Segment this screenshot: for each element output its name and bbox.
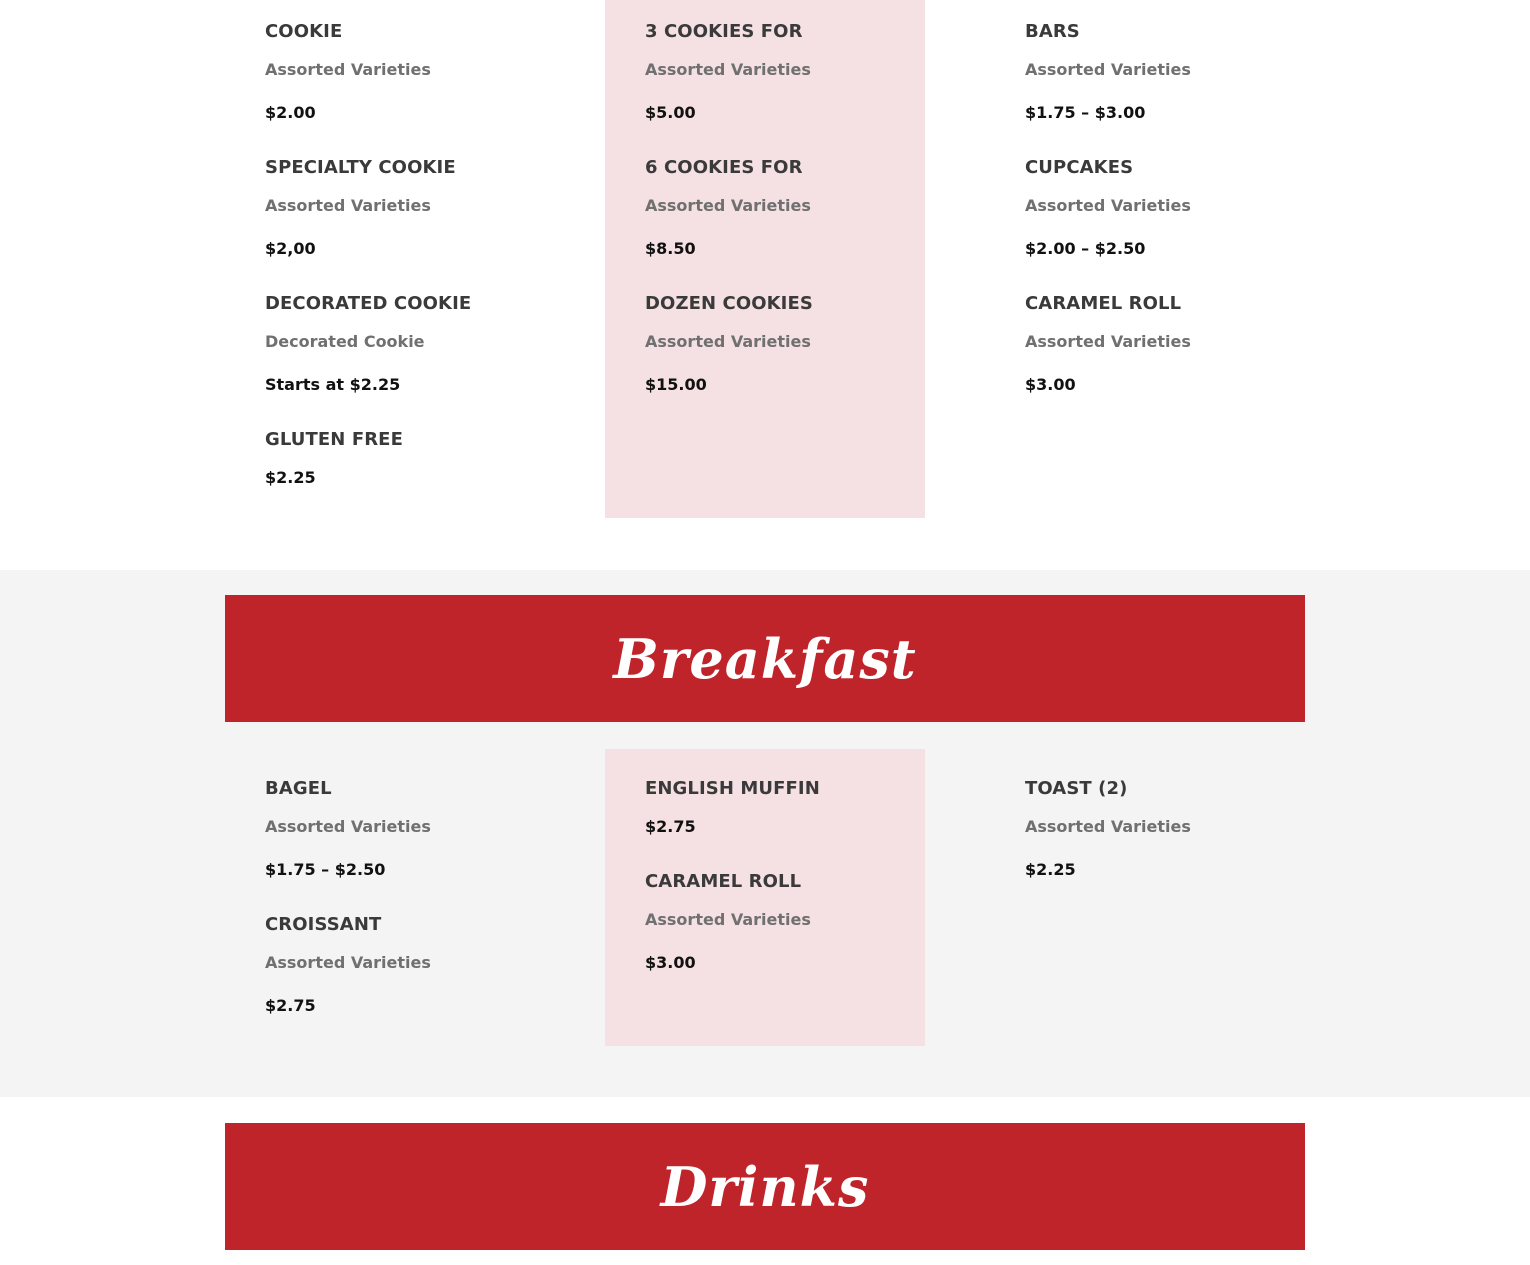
item-name: CROISSANT: [265, 914, 382, 935]
item-name: ENGLISH MUFFIN: [645, 778, 820, 799]
item-description: Assorted Varieties: [1025, 332, 1191, 351]
item-name: DECORATED COOKIE: [265, 293, 472, 314]
item-name: TOAST (2): [1025, 778, 1128, 799]
item-description: Assorted Varieties: [265, 817, 431, 836]
item-name: BAGEL: [265, 778, 332, 799]
breakfast-column-3: [985, 749, 1305, 1046]
item-price: $1.75 – $2.50: [265, 860, 386, 879]
sweets-column-3: [985, 0, 1305, 518]
sweets-column-2: [605, 0, 925, 518]
item-name: GLUTEN FREE: [265, 429, 403, 450]
item-name: 6 COOKIES FOR: [645, 157, 803, 178]
item-price: $2.75: [645, 817, 696, 836]
drinks-title: Drinks: [660, 1154, 870, 1219]
item-name: COOKIE: [265, 21, 343, 42]
drinks-section: [0, 1097, 1530, 1265]
item-price: $2,00: [265, 239, 316, 258]
sweets-column-1: [225, 0, 545, 518]
item-name: CARAMEL ROLL: [1025, 293, 1182, 314]
item-price: $2.00: [265, 103, 316, 122]
item-price: $1.75 – $3.00: [1025, 103, 1146, 122]
item-description: Assorted Varieties: [265, 60, 431, 79]
item-description: Assorted Varieties: [645, 332, 811, 351]
item-price: $3.00: [1025, 375, 1076, 394]
item-description: Decorated Cookie: [265, 332, 425, 351]
item-price: $2.75: [265, 996, 316, 1015]
breakfast-section: [0, 570, 1530, 1097]
item-name: CUPCAKES: [1025, 157, 1134, 178]
item-name: BARS: [1025, 21, 1080, 42]
item-name: 3 COOKIES FOR: [645, 21, 803, 42]
breakfast-column-1: [225, 749, 545, 1046]
item-price: $15.00: [645, 375, 707, 394]
item-price: $2.25: [265, 468, 316, 487]
item-description: Assorted Varieties: [645, 60, 811, 79]
item-description: Assorted Varieties: [1025, 60, 1191, 79]
item-name: SPECIALTY COOKIE: [265, 157, 456, 178]
item-description: Assorted Varieties: [265, 953, 431, 972]
item-price: $2.25: [1025, 860, 1076, 879]
item-description: Assorted Varieties: [1025, 196, 1191, 215]
breakfast-column-2: [605, 749, 925, 1046]
item-price: Starts at $2.25: [265, 375, 401, 394]
drinks-banner: [225, 1123, 1305, 1250]
item-name: CARAMEL ROLL: [645, 871, 802, 892]
item-description: Assorted Varieties: [265, 196, 431, 215]
item-name: DOZEN COOKIES: [645, 293, 813, 314]
item-price: $3.00: [645, 953, 696, 972]
item-price: $2.00 – $2.50: [1025, 239, 1146, 258]
breakfast-banner: [225, 595, 1305, 722]
breakfast-title: Breakfast: [613, 626, 917, 691]
item-description: Assorted Varieties: [645, 196, 811, 215]
item-description: Assorted Varieties: [1025, 817, 1191, 836]
item-description: Assorted Varieties: [645, 910, 811, 929]
sweets-section: [0, 0, 1530, 570]
item-price: $5.00: [645, 103, 696, 122]
item-price: $8.50: [645, 239, 696, 258]
